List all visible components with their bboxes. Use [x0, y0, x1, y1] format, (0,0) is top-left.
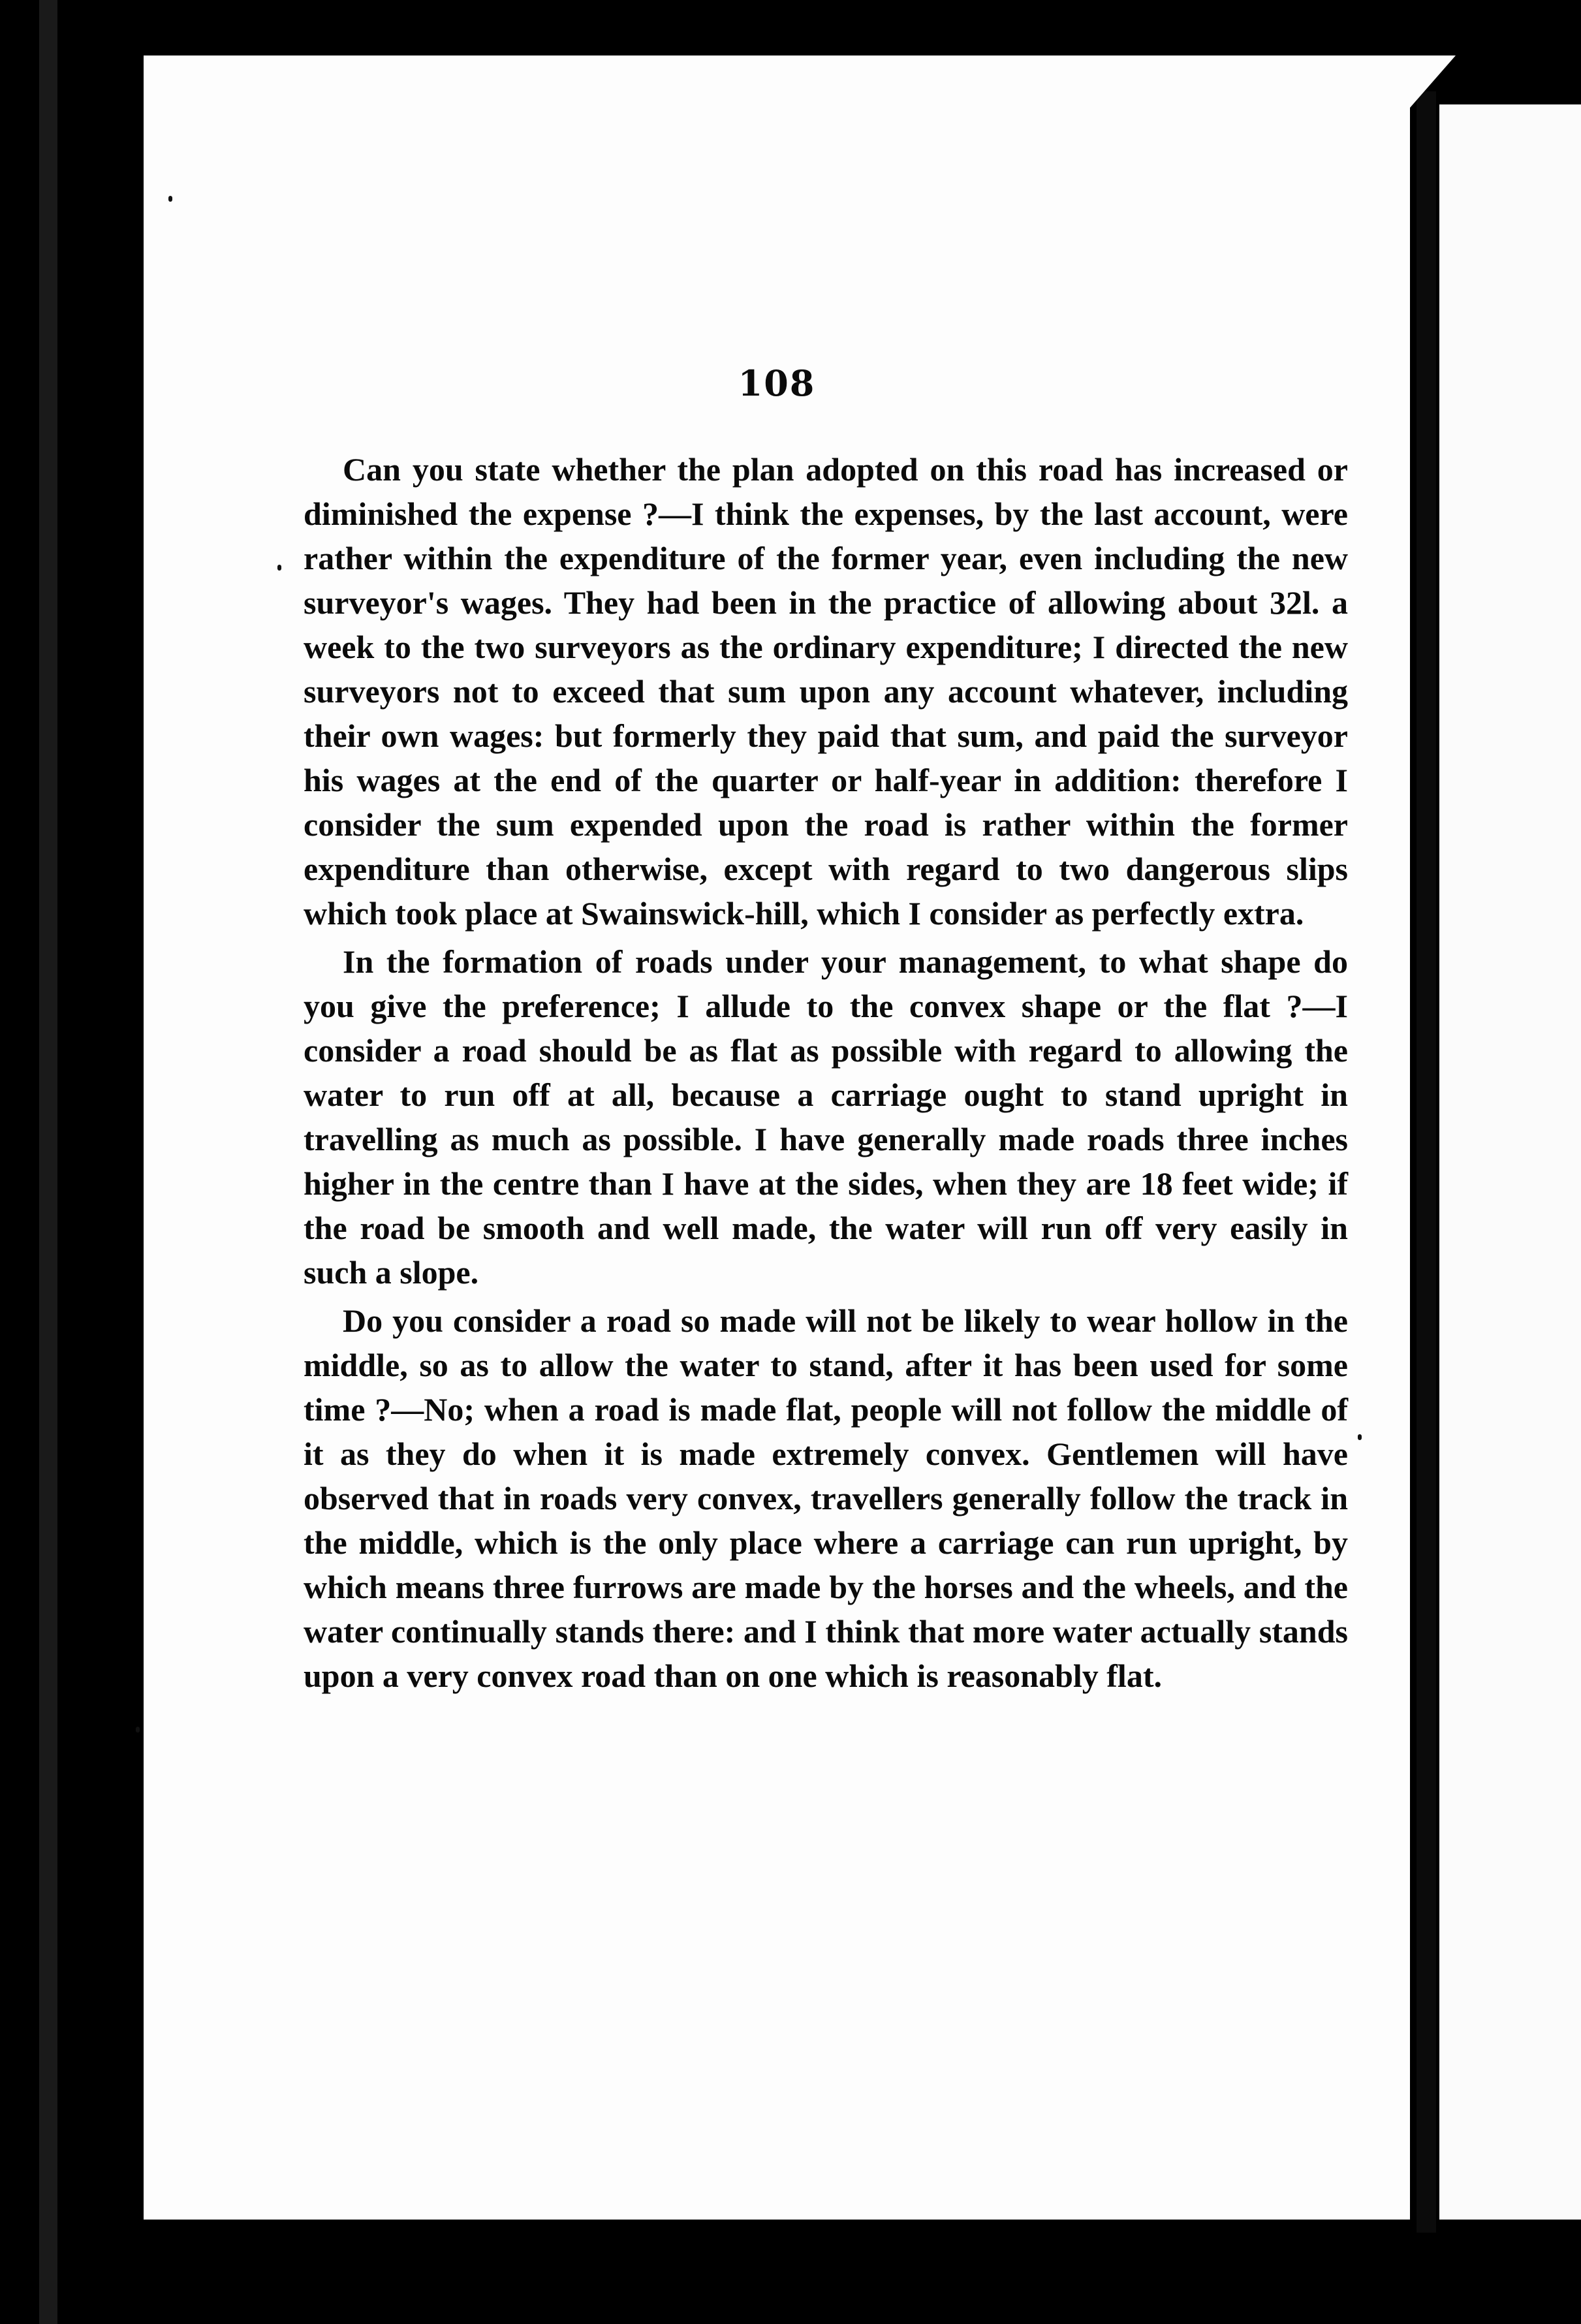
- paragraph-road-wear-question: Do you consider a road so made will not be likely to wear hollow in the middle, so as to allow the water to stand, after it has been used for some time ?—No; when a road is made flat, people will not follow the middle of it as they do when it is made extremely convex. Gentlemen will have observed that in roads very convex, travellers generally follow the track in the middle, which is the only place where a carriage can run upright, by which means three furrows are made by the horses and the wheels, and the water continually stands there: and I think that more water actually stands upon a very convex road than on one which is reasonably flat.: [304, 1302, 1348, 1694]
- paragraph-road-shape-question: In the formation of roads under your management, to what shape do you give the preference; I allude to the convex shape or the flat ?—I consider a road should be as flat as possible with regard to allowing the water to run off at all, because a carriage ought to stand upright in travelling as much as possible. I have generally made roads three inches higher in the centre than I have at the sides, when they are 18 feet wide; if the road be smooth and well made, the water will run off very easily in such a slope.: [304, 943, 1348, 1291]
- book-page: [144, 55, 1410, 2220]
- ink-speck: [277, 565, 281, 571]
- ink-speck: [168, 196, 172, 202]
- ink-speck: [1358, 1434, 1362, 1440]
- page-number: 108: [738, 362, 816, 404]
- page-gutter-shadow: [1417, 91, 1436, 2233]
- left-binding-shadow: [39, 0, 57, 2324]
- ink-speck: [136, 1727, 140, 1733]
- paragraph-expense-question: Can you state whether the plan adopted on this road has increased or diminished the expense ?—I think the expenses, by the last account, were rather within the expenditure of the former year, even including the new surveyor's wages. They had been in the practice of allowing about 32l. a week to the two surveyors as the ordinary expenditure; I directed the new surveyors not to exceed that sum upon any account whatever, including their own wages: but formerly they paid that sum, and paid the surveyor his wages at the end of the quarter or half-year in addition: therefore I consider the sum expended upon the road is rather within the former expenditure than otherwise, except with regard to two dangerous slips which took place at Swainswick-hill, which I consider as perfectly extra.: [304, 451, 1348, 932]
- facing-page-edge: [1439, 104, 1581, 2220]
- body-text: [304, 447, 1348, 1702]
